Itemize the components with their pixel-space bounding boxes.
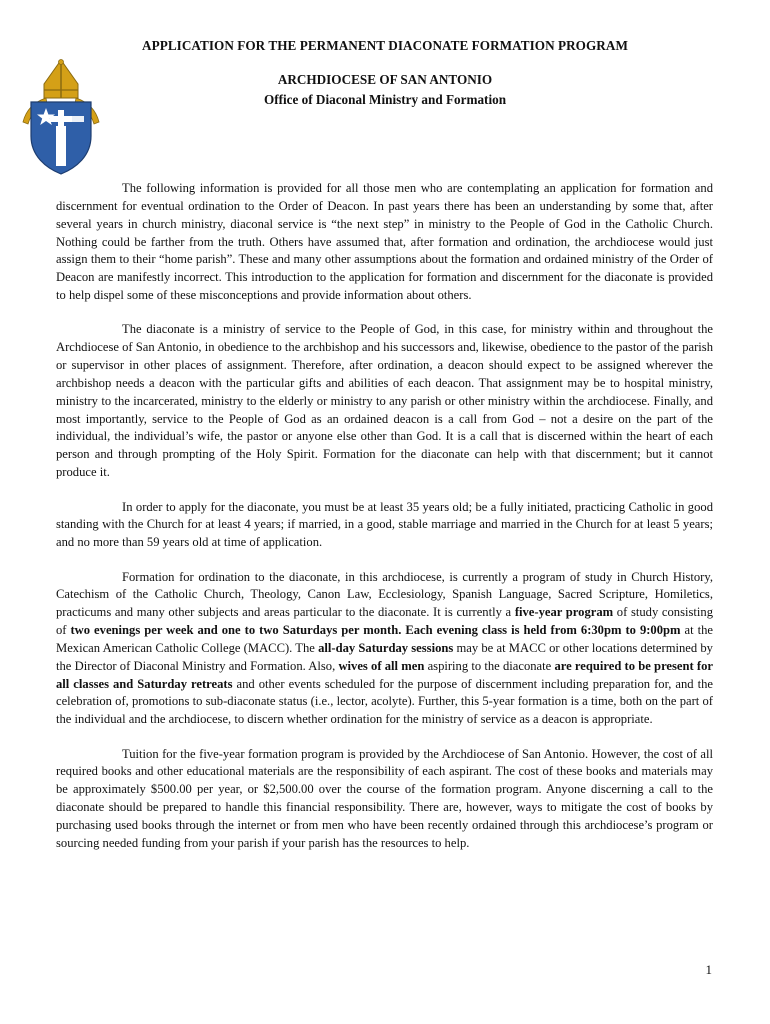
formation-text-6: and other events scheduled for the purpose of discernment including preparation for, and the celebration of, promotions to sub-diaconate status (i.e., lector, acolyte). Further, this 5-year formation is a time, both on the part of the individual and the archdiocese, to discern whether ordination for the ministry of service as a deacon is appropriate.	[56, 676, 713, 727]
paragraph-ministry-of-service: The diaconate is a ministry of service to the People of God, in this case, for ministry within and throughout the Archdiocese of San Antonio, in obedience to the archbishop and his successors and, likewise, obedience to the pastor of the parish or supervisor in other places of assignment. Therefore, after ordination, a deacon should expect to be assigned wherever the archbishop needs a deacon with the particular gifts and abilities of each deacon. That assignment may be to hospital ministry, ministry to the incarcerated, ministry to the elderly or ministry to any parish or other ministry within the archdiocese. Finally, and most importantly, service to the People of God as an ordained deacon is a call from God – not a desire on the part of the individual, the individual’s wife, the pastor or anyone else other than God. It is a call that is discerned within the heart of each person and through prompting of the Holy Spirit. Formation for the diaconate can help with that discernment; but it cannot produce it.	[56, 322, 713, 480]
formation-bold-2: two evenings per week and one to two Saturdays per month. Each evening class is held from 6:30pm to 9:00pm	[70, 623, 681, 638]
formation-bold-5: are required to be present for all classes and Saturday retreats	[56, 658, 714, 691]
page-number: 1	[705, 962, 712, 977]
formation-text-1: Formation for ordination to the diaconate, in this archdiocese, is currently a program of study in Church History, Catechism of the Catholic Church, Theology, Canon Law, Ecclesiology, Spanish Language, Sacred Scripture, Homiletics, practicums and many other subjects and areas particular to the diaconate. It is currently a	[56, 569, 713, 620]
formation-bold-3: all-day Saturday sessions	[318, 640, 454, 655]
formation-text-3: at the Mexican American Catholic College (MACC). The	[56, 623, 713, 655]
document-body	[56, 180, 713, 869]
paragraph-eligibility: In order to apply for the diaconate, you must be at least 35 years old; be a fully initiated, practicing Catholic in good standing with the Church for at least 4 years; if married, in a good, stable marriage and married in the Church for at least 5 years; and no more than 59 years old at time of application.	[56, 499, 713, 550]
office-name: Office of Diaconal Ministry and Formation	[263, 92, 507, 107]
formation-text-2: of study consisting of	[56, 605, 713, 638]
formation-bold-4: wives of all men	[338, 658, 425, 673]
formation-text-4: may be at MACC or other locations determined by the Director of Diaconal Ministry and Formation. Also,	[56, 640, 713, 673]
paragraph-tuition: Tuition for the five-year formation program is provided by the Archdiocese of San Antonio. However, the cost of all required books and other educational materials are the responsibility of each aspirant. The cost of these books and materials may be approximately $500.00 per year, or $2,500.00 over the course of the formation program. Anyone discerning a call to the diaconate should be prepared to handle this financial responsibility. There are, however, ways to mitigate the cost of books by purchasing used books through the internet or from men who have been recently ordained through this archdiocese’s program or sourcing needed funding from your parish if your parish has the resources to help.	[56, 746, 713, 850]
archdiocese-name: ARCHDIOCESE OF SAN ANTONIO	[277, 72, 493, 87]
page-title: APPLICATION FOR THE PERMANENT DIACONATE FORMATION PROGRAM	[142, 38, 628, 53]
paragraph-introduction: The following information is provided for all those men who are contemplating an application for formation and discernment for eventual ordination to the Order of Deacon. In past years there has been an understanding by some that, after several years in church ministry, diaconal service is “the next step” in ministry to the People of God in the Catholic Church. Nothing could be farther from the truth. Others have assumed that, after formation and ordination, the archdiocese would just assign them to their “home parish”. These and many other assumptions about the formation and ordained ministry of the Order of Deacon are manifestly incorrect. This introduction to the application for formation and discernment for the diaconate is provided to help dispel some of these misconceptions and provide information about others.	[56, 181, 713, 303]
formation-text-5: aspiring to the diaconate	[424, 658, 555, 673]
paragraph-formation-program	[56, 569, 713, 730]
formation-bold-1: five-year program	[514, 605, 614, 620]
